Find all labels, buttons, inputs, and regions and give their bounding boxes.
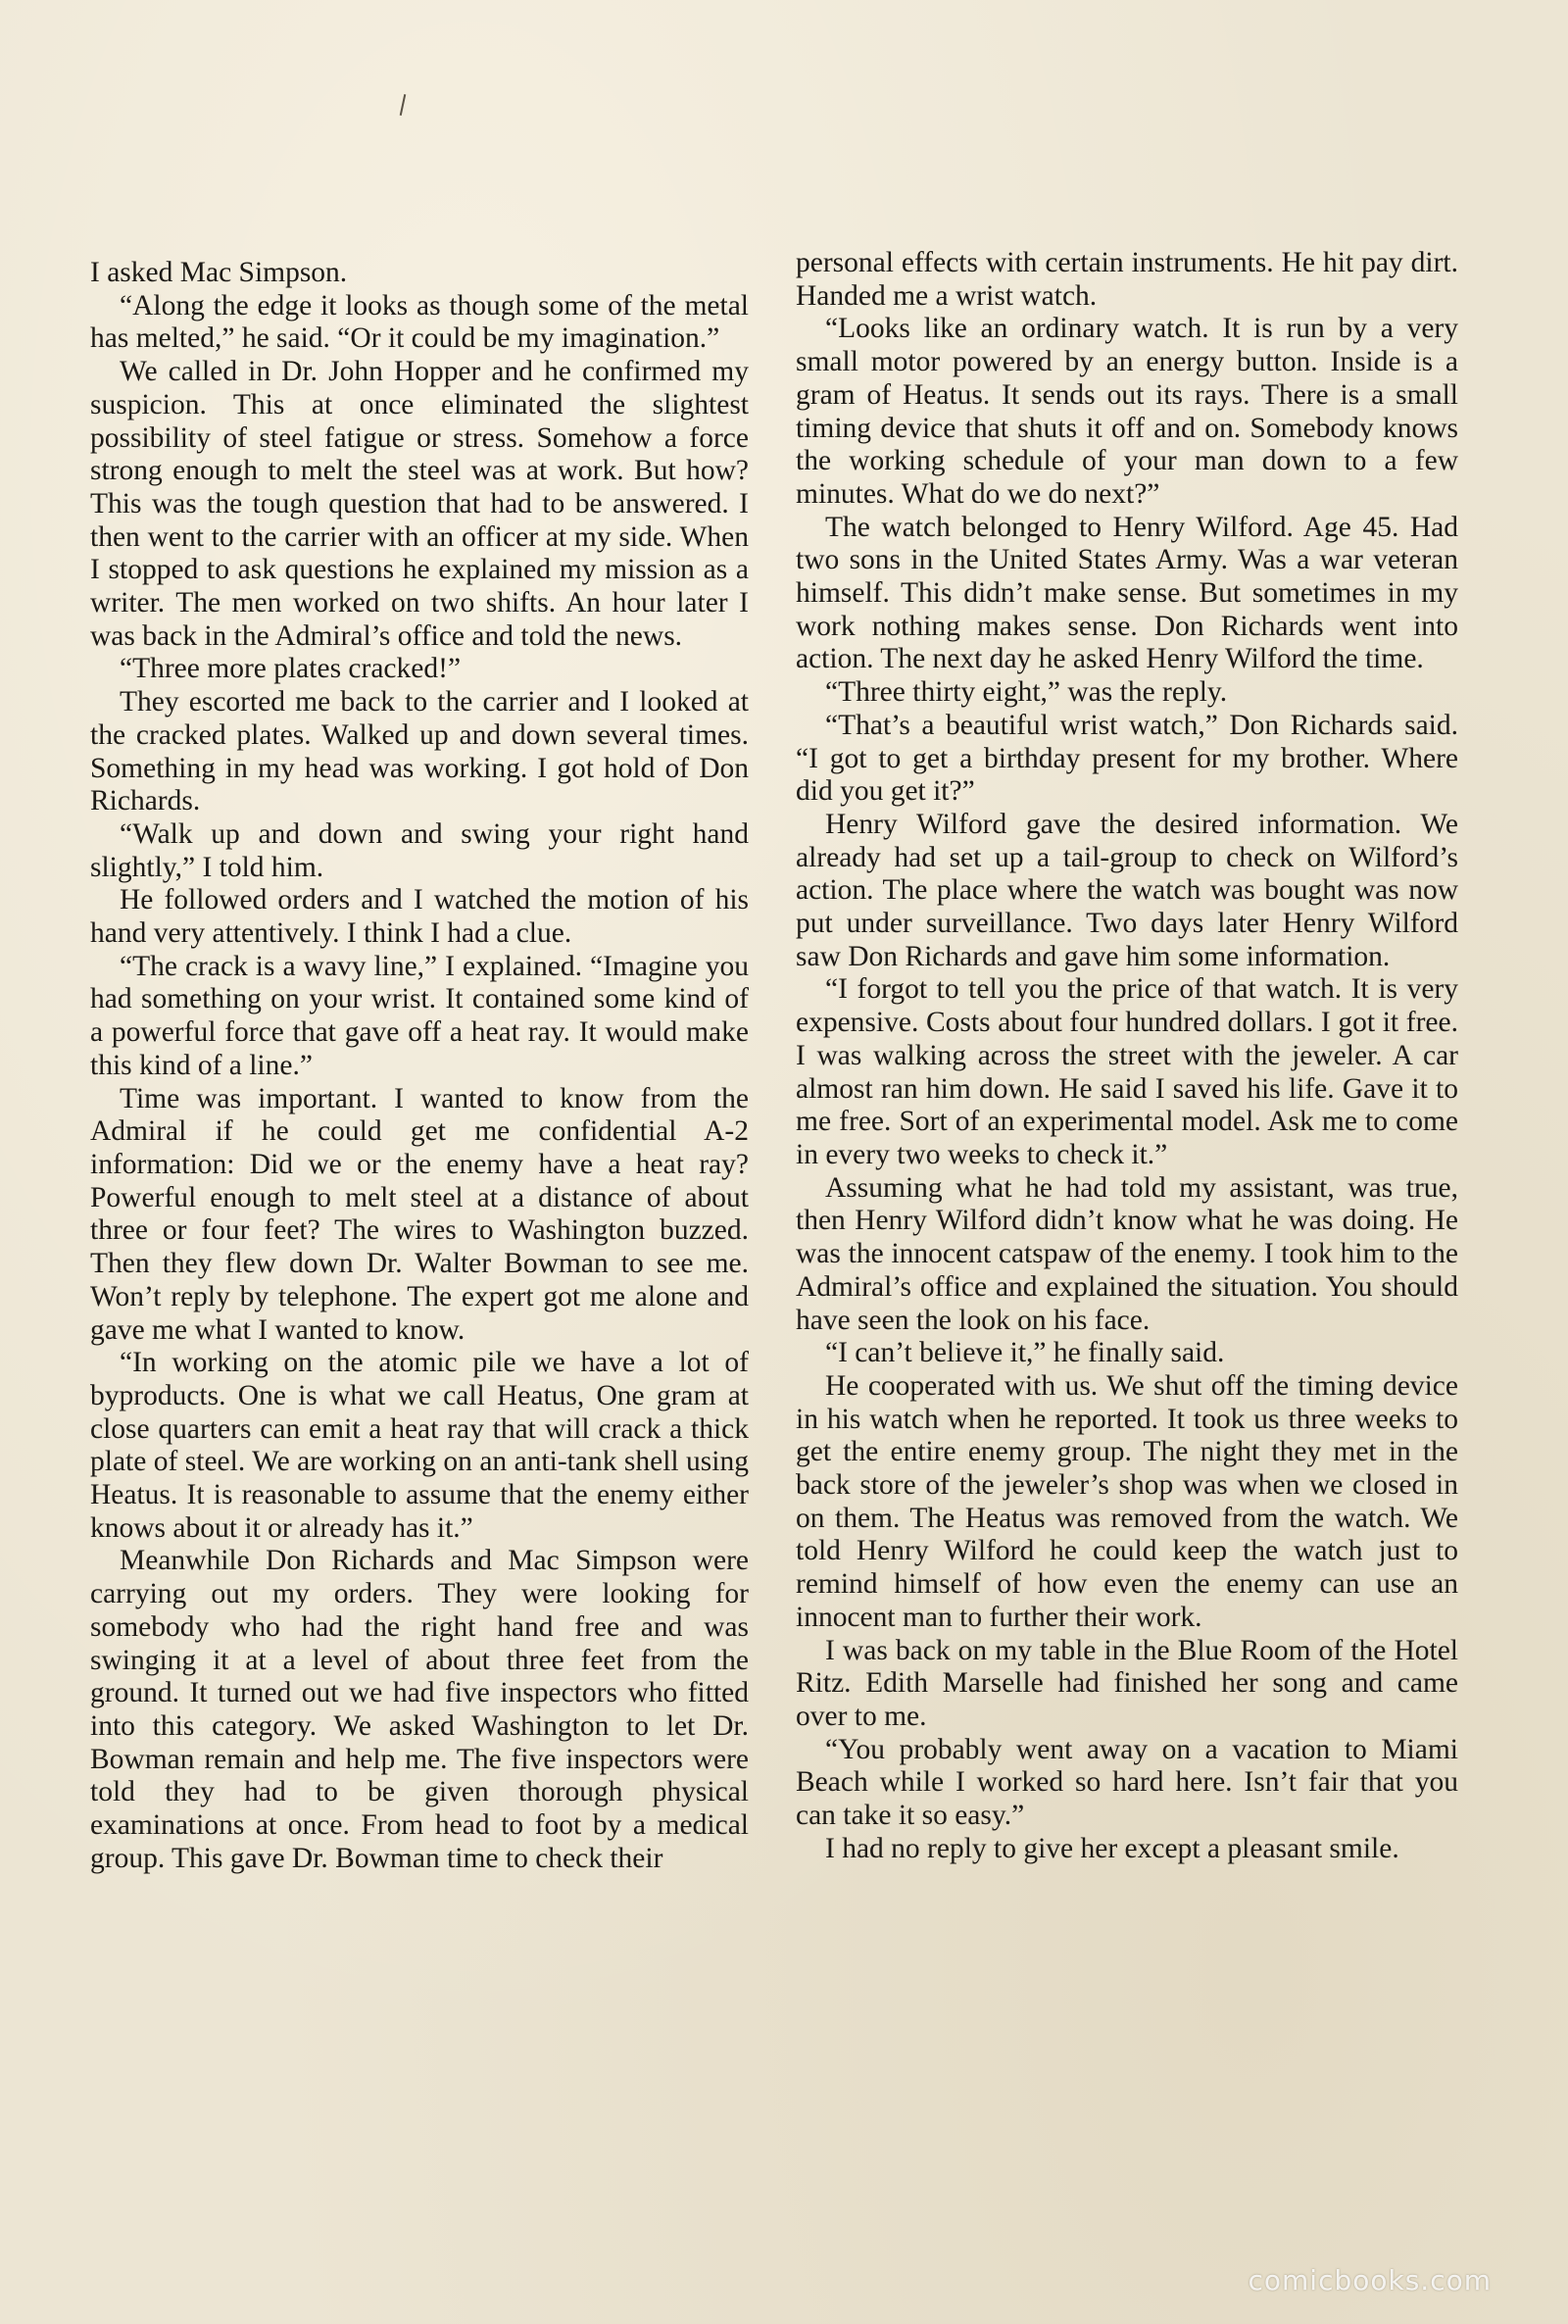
watermark: comicbooks.com [1248,2264,1492,2297]
paragraph: “In working on the atomic pile we have a lot of byproducts. One is what we call Heatus, One gram at close quarters can emit a heat ray that will crack a thick plate of steel. We are working on an anti-tank shell using Heatus. It is reasonable to assume that the enemy either knows about it or already has it.” [90,1347,749,1544]
right-column [796,247,1458,1865]
paragraph: “You probably went away on a vacation to Miami Beach while I worked so hard here. Isn’t fair that you can take it so easy.” [796,1733,1458,1832]
paragraph: He followed orders and I watched the motion of his hand very attentively. I think I had a clue. [90,884,749,950]
paragraph: Henry Wilford gave the desired information. We already had set up a tail-group to check on Wilford’s action. The place where the watch was bought was now put under surveillance. Two days later Henry Wilford saw Don Richards and gave him some information. [796,808,1458,972]
ink-speck [400,94,407,116]
paragraph: “Three thirty eight,” was the reply. [825,676,1228,709]
paragraph: Assuming what he had told my assistant, was true, then Henry Wilford didn’t know what he was doing. He was the innocent catspaw of the enemy. I took him to the Admiral’s office and explained the situation. You should have seen the look on his face. [796,1171,1458,1336]
paragraph: The watch belonged to Henry Wilford. Age 45. Had two sons in the United States Army. Was a war veteran himself. This didn’t make sense. But sometimes in my work nothing makes sense. Don Richards went into action. The next day he asked Henry Wilford the time. [796,511,1458,675]
paragraph: personal effects with certain instruments. He hit pay dirt. Handed me a wrist watch. [796,247,1458,312]
left-column [90,257,749,1875]
paragraph: I was back on my table in the Blue Room of the Hotel Ritz. Edith Marselle had finished her song and came over to me. [796,1634,1458,1732]
paragraph: “Along the edge it looks as though some of the metal has melted,” he said. “Or it could be my imagination.” [90,289,749,355]
paragraph: “Walk up and down and swing your right hand slightly,” I told him. [90,817,749,883]
paragraph: “I can’t believe it,” he finally said. [825,1337,1225,1369]
paragraph: “I forgot to tell you the price of that watch. It is very expensive. Costs about four hundred dollars. I got it free. I was walking across the street with the jeweler. A car almost ran him down. He said I saved his life. Gave it to me free. Sort of an experimental model. Ask me to come in every two weeks to check it.” [796,973,1458,1170]
paragraph: Meanwhile Don Richards and Mac Simpson were carrying out my orders. They were looking for somebody who had the right hand free and was swinging it at a level of about three feet from the ground. It turned out we had five inspectors who fitted into this category. We asked Washington to let Dr. Bowman remain and help me. The five inspectors were told they had to be given thorough physical examinations at once. From head to foot by a medical group. This gave Dr. Bowman time to check their [90,1545,749,1874]
paragraph: They escorted me back to the carrier and I looked at the cracked plates. Walked up and down several times. Something in my head was working. I got hold of Don Richards. [90,686,749,817]
paragraph: He cooperated with us. We shut off the timing device in his watch when he reported. It took us three weeks to get the entire enemy group. The night they met in the back store of the jeweler’s shop was when we closed in on them. The Heatus was removed from the watch. We told Henry Wilford he could keep the watch just to remind himself of how even the enemy can use an innocent man to further their work. [796,1369,1458,1633]
paragraph: “The crack is a wavy line,” I explained. “Imagine you had something on your wrist. It contained some kind of a powerful force that gave off a heat ray. It would make this kind of a line.” [90,950,749,1081]
paragraph: We called in Dr. John Hopper and he confirmed my suspicion. This at once eliminated the slightest possibility of steel fatigue or stress. Somehow a force strong enough to melt the steel was at work. But how? This was the tough question that had to be answered. I then went to the carrier with an officer at my side. When I stopped to ask questions he explained my mission as a writer. The men worked on two shifts. An hour later I was back in the Admiral’s office and told the news. [90,356,749,652]
paragraph: I asked Mac Simpson. [90,257,348,288]
paragraph: “Looks like an ordinary watch. It is run by a very small motor powered by an energy button. Inside is a gram of Heatus. It sends out its rays. There is a small timing device that shuts it off and on. Somebody knows the working schedule of your man down to a few minutes. What do we do next?” [796,313,1458,510]
paragraph: “That’s a beautiful wrist watch,” Don Richards said. “I got to get a birthday present for my brother. Where did you get it?” [796,709,1458,808]
paragraph: Time was important. I wanted to know from the Admiral if he could get me confidential A-2 information: Did we or the enemy have a heat ray? Powerful enough to melt steel at a distance of about three or four feet? The wires to Washington buzzed. Then they flew down Dr. Walter Bowman to see me. Won’t reply by telephone. The expert got me alone and gave me what I wanted to know. [90,1082,749,1346]
paragraph: I had no reply to give her except a pleasant smile. [825,1832,1399,1864]
paragraph: “Three more plates cracked!” [120,653,462,685]
